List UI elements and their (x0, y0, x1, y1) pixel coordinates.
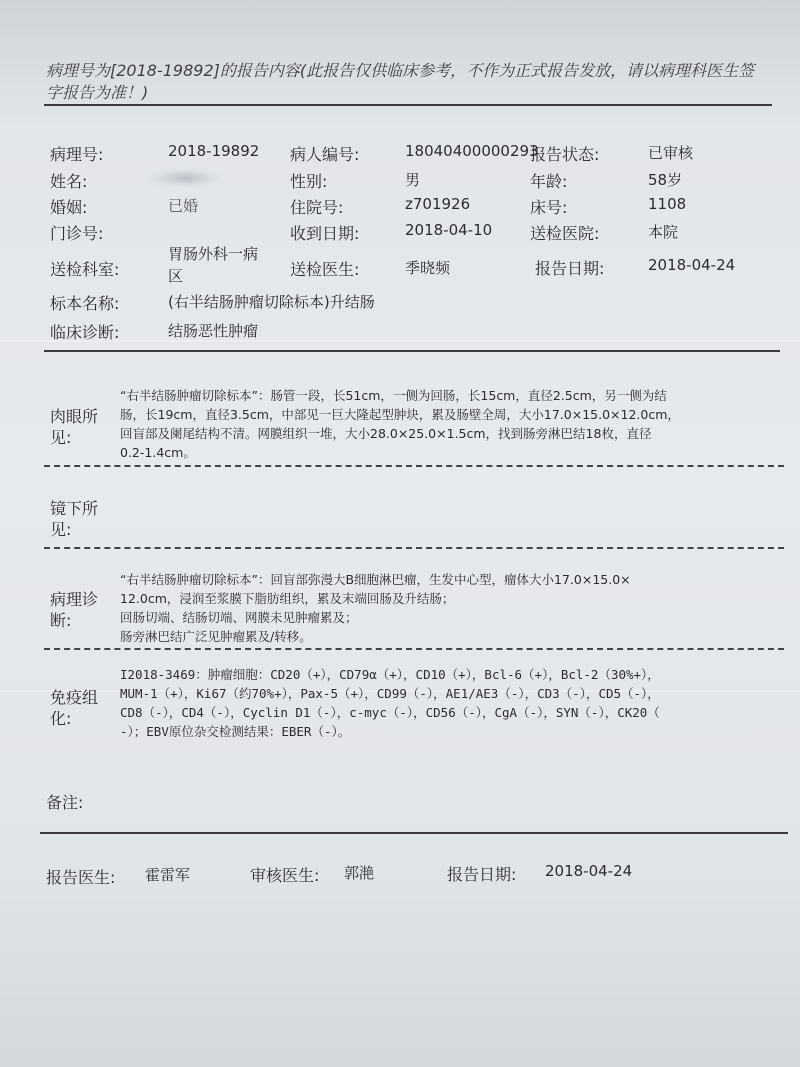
name-label: 姓名: (50, 172, 88, 191)
bed-value: 1108 (648, 195, 687, 213)
marital-label: 婚姻: (50, 198, 88, 217)
bed-label: 床号: (530, 198, 568, 217)
reporter-label: 报告医生: (46, 868, 116, 887)
section-rule (44, 547, 784, 549)
inpatient-no-value: z701926 (405, 195, 471, 213)
footer-rule (40, 832, 788, 834)
report-notice: 病理号为[2018-19892]的报告内容(此报告仅供临床参考，不作为正式报告发放，请以病理科医生签字报告为准！) (46, 61, 755, 102)
diagnosis-label: 临床诊断: (50, 323, 120, 342)
gross-description: “右半结肠肿瘤切除标本”：肠管一段，长51cm，一侧为回肠，长15cm，直径2.5cm，另一侧为结 肠，长19cm，直径3.5cm，中部见一巨大隆起型肿块，累及肠壁全周，大小17.0×15.0×12.0cm， 回盲部及阑尾结构不清。网膜组织一堆，大小28.0×25.0×1.5cm，找到肠旁淋巴结18枚，直径 0.2-1.4cm。 (120, 388, 680, 460)
footer-date-label: 报告日期: (447, 865, 517, 884)
gross-label-line2: 见: (50, 428, 72, 447)
section-rule (44, 648, 784, 650)
patient-id-value: 18040400000293 (405, 142, 539, 160)
section-rule (44, 465, 784, 467)
doctor-value: 季晓频 (405, 259, 451, 277)
specimen-value: (右半结肠肿瘤切除标本)升结肠 (168, 293, 375, 311)
redacted-name (150, 169, 220, 187)
received-value: 2018-04-10 (405, 221, 493, 239)
ihc-results: I2018-3469：肿瘤细胞：CD20（+），CD79α（+），CD10（+），Bcl-6（+），Bcl-2（30%+）， MUM-1（+），Ki67（约70%+），Pax-5（+），CD99（-），AE1/AE3（-），CD3（-），CD5（-）， CD8（-），CD4（-），Cyclin D1（-），c-myc（-），CD56（-），CgA（-），SYN（-），CK20（ -）；EBV原位杂交检测结果：EBER（-）。 (120, 667, 660, 739)
dept-label: 送检科室: (50, 260, 120, 279)
dept-value-line2: 区 (168, 267, 184, 285)
footer-date-value: 2018-04-24 (545, 862, 633, 880)
status-label: 报告状态: (530, 145, 600, 164)
dept-value-line1: 胃肠外科一病 (168, 245, 259, 263)
hospital-label: 送检医院: (530, 224, 600, 243)
ihc-label-line2: 化: (50, 709, 72, 728)
path-dx-text: “右半结肠肿瘤切除标本”：回盲部弥漫大B细胞淋巴瘤，生发中心型，瘤体大小17.0×15.0× 12.0cm，浸润至浆膜下脂肪组织，累及末端回肠及升结肠； 回肠切端、结肠切端、网膜未见肿瘤累及； 肠旁淋巴结广泛见肿瘤累及/转移。 (120, 572, 631, 644)
report-date-label: 报告日期: (535, 259, 605, 278)
gender-label: 性别: (290, 172, 328, 191)
micro-label-line1: 镜下所 (50, 499, 99, 518)
reporter-value: 霍雷军 (145, 866, 191, 884)
reviewer-label: 审核医生: (250, 866, 320, 885)
received-label: 收到日期: (290, 224, 360, 243)
remarks-label: 备注: (46, 793, 84, 812)
age-label: 年龄: (530, 172, 568, 191)
pathology-no-value: 2018-19892 (168, 142, 260, 160)
patient-id-label: 病人编号: (290, 145, 360, 164)
hospital-value: 本院 (648, 223, 679, 241)
section-rule (44, 350, 780, 352)
outpatient-label: 门诊号: (50, 224, 104, 243)
inpatient-no-label: 住院号: (290, 198, 344, 217)
gross-label-line1: 肉眼所 (50, 407, 99, 426)
reviewer-value: 郭滟 (344, 864, 375, 882)
path-dx-label-line1: 病理诊 (50, 590, 99, 609)
diagnosis-value: 结肠恶性肿瘤 (168, 322, 259, 340)
specimen-label: 标本名称: (50, 294, 120, 313)
header-rule (44, 104, 772, 106)
gender-value: 男 (405, 171, 421, 189)
age-value: 58岁 (648, 171, 683, 189)
path-dx-label-line2: 断: (50, 611, 72, 630)
marital-value: 已婚 (168, 197, 199, 215)
micro-label-line2: 见: (50, 520, 72, 539)
doctor-label: 送检医生: (290, 260, 360, 279)
paper-fold (0, 340, 800, 342)
pathology-no-label: 病理号: (50, 145, 104, 164)
ihc-label-line1: 免疫组 (50, 688, 99, 707)
status-value: 已审核 (648, 144, 694, 162)
report-date-value: 2018-04-24 (648, 256, 736, 274)
